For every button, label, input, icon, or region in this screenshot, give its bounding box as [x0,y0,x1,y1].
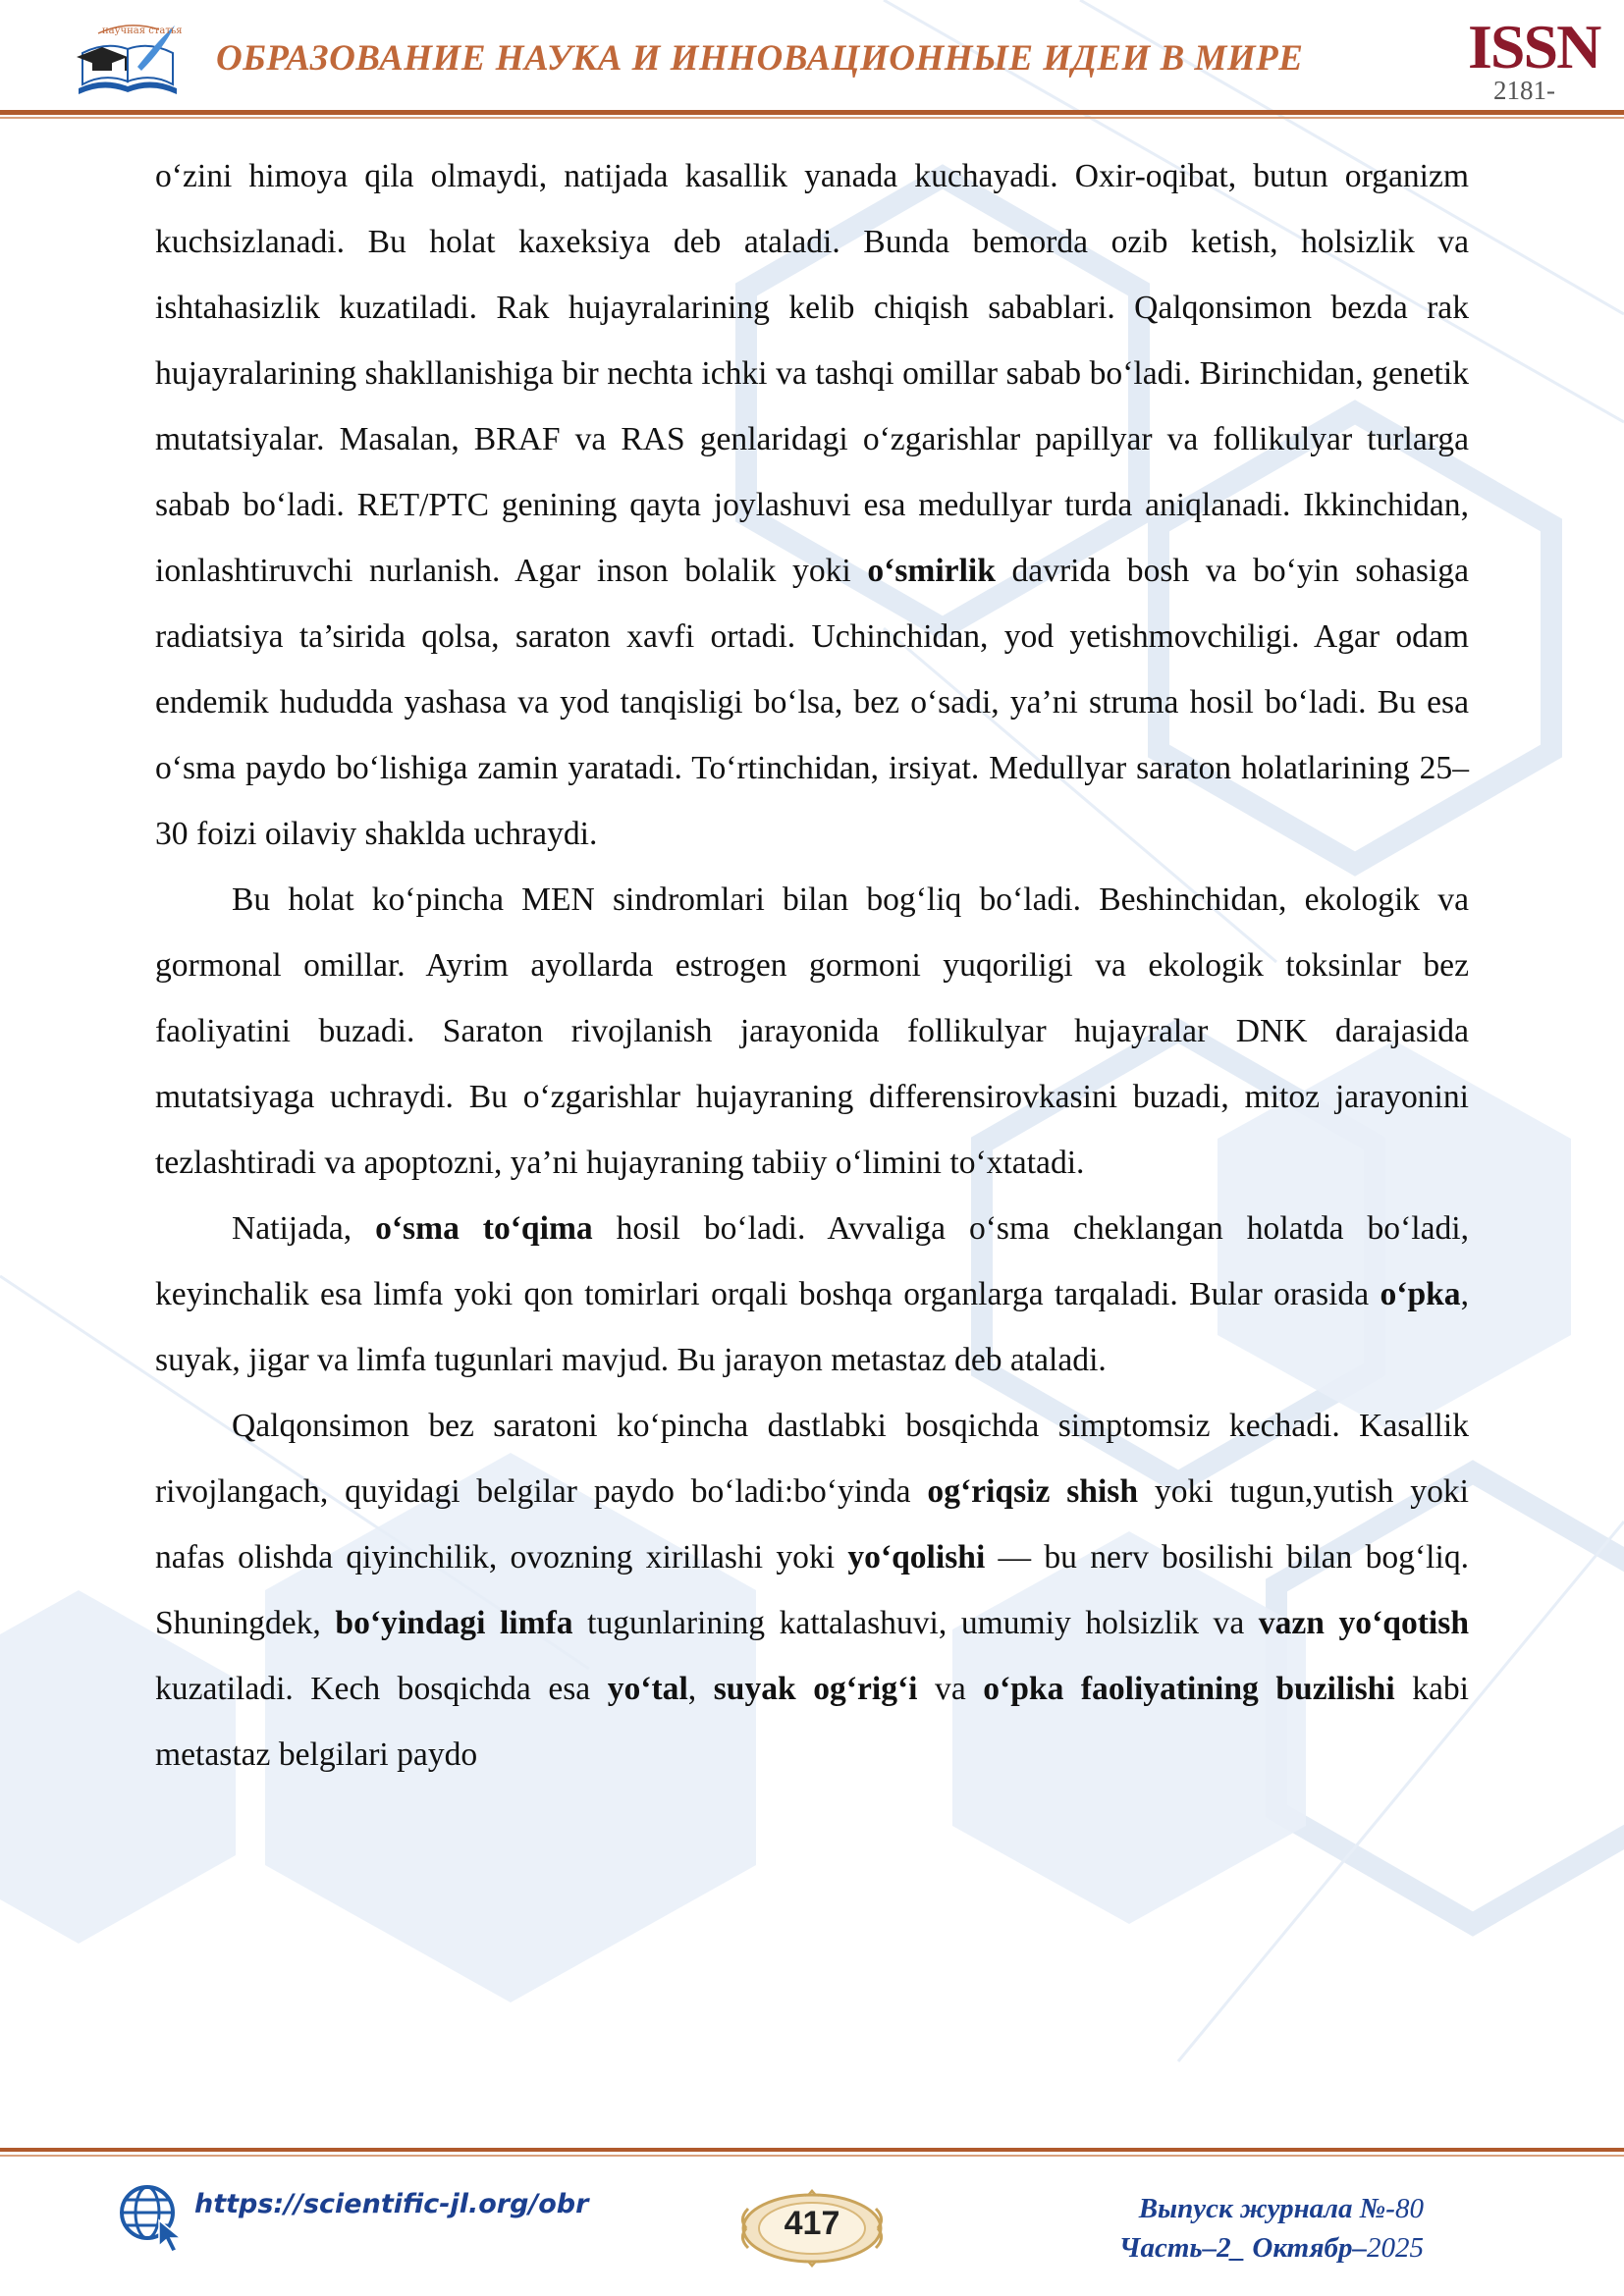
header-rule [0,110,1624,115]
paragraph-1 [155,143,1469,867]
text-run: o‘zini himoya qila olmaydi, natijada kasallik yanada kuchayadi. Oxir-oqibat, butun organizm kuchsizlanadi. Bu holat kaxeksiya deb ataladi. Bunda bemorda ozib ketish, holsizlik va ishtahasizlik kuzatiladi. Rak hujayralarining kelib chiqish sabablari. Qalqonsimon bezda rak hujayralarining shakllanishiga bir nechta ichki va tashqi omillar sabab bo‘ladi. Birinchidan, genetik mutatsiyalar. Masalan, BRAF va RAS genlaridagi o‘zgarishlar papillyar va follikulyar turlarga sabab bo‘ladi. RET/PTC genining qayta joylashuvi esa medullyar turda aniqlanadi. Ikkinchidan, ionlashtiruvchi nurlanish. Agar inson bolalik yoki [155,158,1469,589]
paragraph-2 [155,867,1469,1196]
text-run: davrida bosh va bo‘yin sohasiga radiatsiya ta’sirida qolsa, saraton xavfi ortadi. Uchinchidan, yod yetishmovchiligi. Agar odam endemik hududda yashasa va yod tanqisligi bo‘lsa, bez o‘sadi, ya’ni struma hosil bo‘ladi. Bu esa o‘sma paydo bo‘lishiga zamin yaratadi. To‘rtinchidan, irsiyat. Medullyar saraton holatlarining 25–30 foizi oilaviy shaklda uchraydi. [155,553,1469,852]
journal-url-link[interactable]: https://scientific-jl.org/obr [194,2189,589,2219]
bold-term: suyak og‘rig‘i [713,1671,918,1707]
issn-number: 2181- [1493,76,1555,105]
text-run: kabi metastaz belgilari paydo [155,1671,1470,1773]
page-header [0,0,1624,128]
text-run: , [687,1671,714,1707]
bold-term: vazn yo‘qotish [1258,1605,1469,1641]
part-line [1070,2228,1424,2268]
page-number: 417 [784,2205,840,2242]
article-body [155,143,1469,1788]
paragraph-3 [155,1196,1469,1393]
issn-label: ISSN [1468,12,1600,81]
text-run: Qalqonsimon bez saratoni ko‘pincha dastlabki bosqichda simptomsiz kechadi. Kasallik rivojlangach, quyidagi belgilar paydo bo‘ladi:bo‘yinda [155,1408,1469,1510]
issue-number: 80 [1395,2193,1424,2224]
text-run: tugunlarining kattalashuvi, umumiy holsizlik va [572,1605,1259,1641]
bold-term: bo‘yindagi limfa [335,1605,573,1641]
globe-icon [116,2181,187,2252]
issue-year: 2025 [1367,2232,1424,2264]
bold-term: og‘riqsiz shish [927,1473,1139,1510]
issue-info [1070,2189,1424,2268]
issue-line [1070,2189,1424,2228]
text-run: Bu holat ko‘pincha MEN sindromlari bilan bog‘liq bo‘ladi. Beshinchidan, ekologik va gormonal omillar. Ayrim ayollarda estrogen gormoni yuqoriligi va ekologik toksinlar bez faoliyatini buzadi. Saraton rivojlanish jarayonida follikulyar hujayralar DNK darajasida mutatsiyaga uchraydi. Bu o‘zgarishlar hujayraning differensirovkasini buzadi, mitoz jarayonini tezlashtiradi va apoptozni, ya’ni hujayraning tabiiy o‘limini to‘xtatadi. [155,881,1469,1181]
journal-title: ОБРАЗОВАНИЕ НАУКА И ИННОВАЦИОННЫЕ ИДЕИ В МИРЕ [216,38,1304,79]
text-run: yoki tugun,yutish yoki nafas olishda qiyinchilik, ovozning xirillashi yoki [155,1473,1469,1575]
text-run: Natijada, [232,1210,376,1247]
footer-rule [0,2148,1624,2152]
bold-term: o‘pka faoliyatining buzilishi [983,1671,1395,1707]
bold-term: o‘pka [1380,1276,1461,1312]
text-run: hosil bo‘ladi. Avvaliga o‘sma cheklangan holatda bo‘ladi, keyinchalik esa limfa yoki qon tomirlari orqali boshqa organlarga tarqaladi. Bular orasida [155,1210,1470,1312]
bold-term: o‘sma to‘qima [375,1210,593,1247]
text-run: — bu nerv bosilishi bilan bog‘liq. Shuningdek, [155,1539,1469,1641]
bold-term: yo‘tal [607,1671,688,1707]
bold-term: yo‘qolishi [847,1539,986,1575]
header-rule-thin [0,117,1624,119]
svg-text:научная статья: научная статья [102,26,183,36]
text-run: va [917,1671,984,1707]
part-label: Часть–2_ Октябр– [1118,2232,1367,2264]
graduation-book-logo-icon [69,20,187,98]
bold-term: o‘smirlik [867,553,996,589]
issue-label: Выпуск журнала №- [1138,2193,1395,2224]
page-footer [0,2160,1624,2296]
text-run: , suyak, jigar va limfa tugunlari mavjud. Bu jarayon metastaz deb ataladi. [155,1276,1469,1378]
paragraph-4 [155,1393,1469,1788]
text-run: kuzatiladi. Kech bosqichda esa [155,1671,608,1707]
issn-logo [1468,12,1600,105]
footer-rule-thin [0,2155,1624,2157]
